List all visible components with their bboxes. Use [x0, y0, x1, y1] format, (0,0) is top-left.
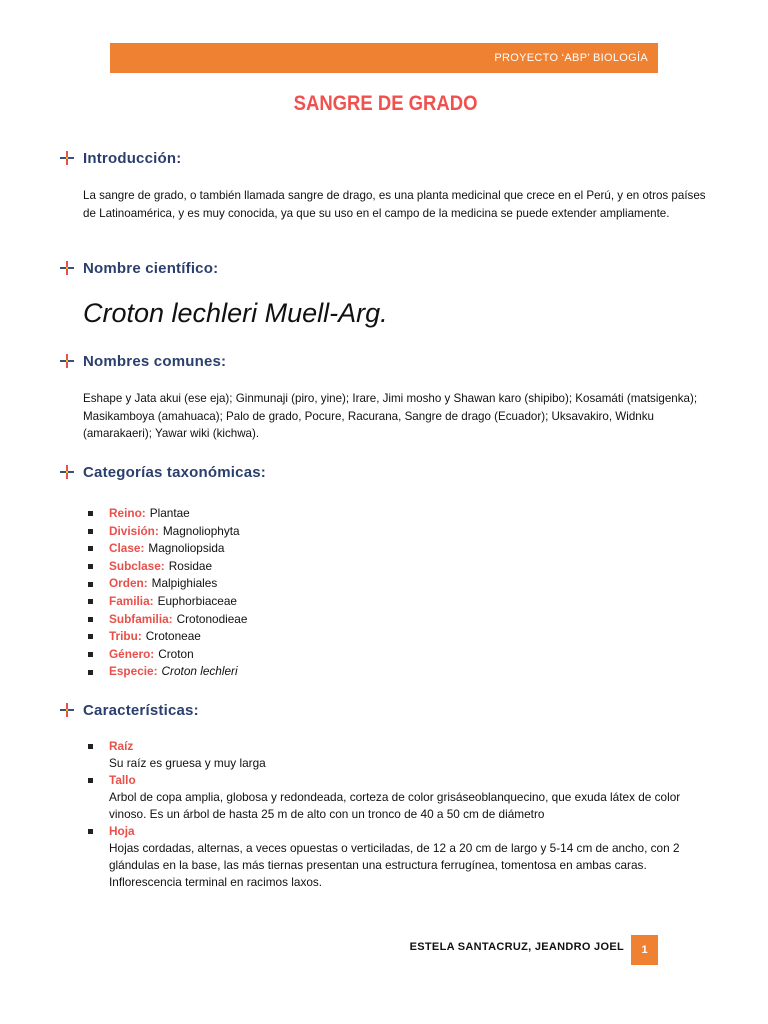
intro-paragraph: La sangre de grado, o también llamada sangre de drago, es una planta medicinal que crece en el Perú, y en otros países de Latinoamérica, y es muy conocida, ya que su uso en el campo de la medicina se puede extender ampliamente.: [83, 189, 706, 220]
characteristics-list: [88, 738, 709, 891]
section-common-heading: Nombres comunes:: [60, 351, 226, 371]
compass-bullet-icon: [60, 151, 74, 165]
list-item: Raíz Su raíz es gruesa y muy larga: [88, 738, 709, 772]
list-item: Orden: Malpighiales: [88, 575, 247, 593]
list-item: Tallo Arbol de copa amplia, globosa y redondeada, corteza de color grisáseoblanquecino, que exuda látex de color vinoso. Es un árbol de hasta 25 m de alto con un tronco de 40 a 50 cm de diámetro: [88, 772, 709, 823]
list-item: Subfamilia: Crotonodieae: [88, 611, 247, 629]
section-scientific-heading: Nombre científico:: [60, 258, 218, 278]
footer-author: ESTELA SANTACRUZ, JEANDRO JOEL: [409, 941, 624, 953]
list-item: Especie: Croton lechleri: [88, 663, 247, 681]
header-bar: [110, 43, 658, 73]
list-item: División: Magnoliophyta: [88, 523, 247, 541]
common-names-paragraph: Eshape y Jata akui (ese eja); Ginmunaji (piro, yine); Irare, Jimi mosho y Shawan karo (shipibo); Kosamáti (matsigenka); Masikamboya (amahuaca); Palo de grado, Pocure, Racurana, Sangre de drago (Ecuador); Uksavakiro, Widnku (amarakaeri); Yawar wiki (kichwa).: [83, 392, 698, 440]
list-item: Clase: Magnoliopsida: [88, 540, 247, 558]
page-number: 1: [631, 935, 658, 965]
scientific-name: Croton lechleri Muell-Arg.: [83, 298, 388, 328]
list-item: Reino: Plantae: [88, 505, 247, 523]
compass-bullet-icon: [60, 261, 74, 275]
list-item: Tribu: Crotoneae: [88, 628, 247, 646]
list-item: Género: Croton: [88, 646, 247, 664]
list-item: Hoja Hojas cordadas, alternas, a veces opuestas o verticiladas, de 12 a 20 cm de largo y 5-14 cm de ancho, con 2 glándulas en la base, las más tiernas presentan una estructura ferrugínea, tomentosa en ambas caras. Inflorescencia terminal en racimos laxos.: [88, 823, 709, 891]
section-taxonomy-heading: Categorías taxonómicas:: [60, 462, 266, 482]
list-item: Subclase: Rosidae: [88, 558, 247, 576]
page-title: SANGRE DE GRADO: [293, 92, 478, 115]
compass-bullet-icon: [60, 354, 74, 368]
list-item: Familia: Euphorbiaceae: [88, 593, 247, 611]
section-characteristics-heading: Características:: [60, 700, 199, 720]
project-label: PROYECTO ‘ABP’ BIOLOGÍA: [494, 52, 648, 64]
compass-bullet-icon: [60, 703, 74, 717]
compass-bullet-icon: [60, 465, 74, 479]
section-intro-heading: Introducción:: [60, 148, 181, 168]
taxonomy-list: [88, 505, 247, 681]
